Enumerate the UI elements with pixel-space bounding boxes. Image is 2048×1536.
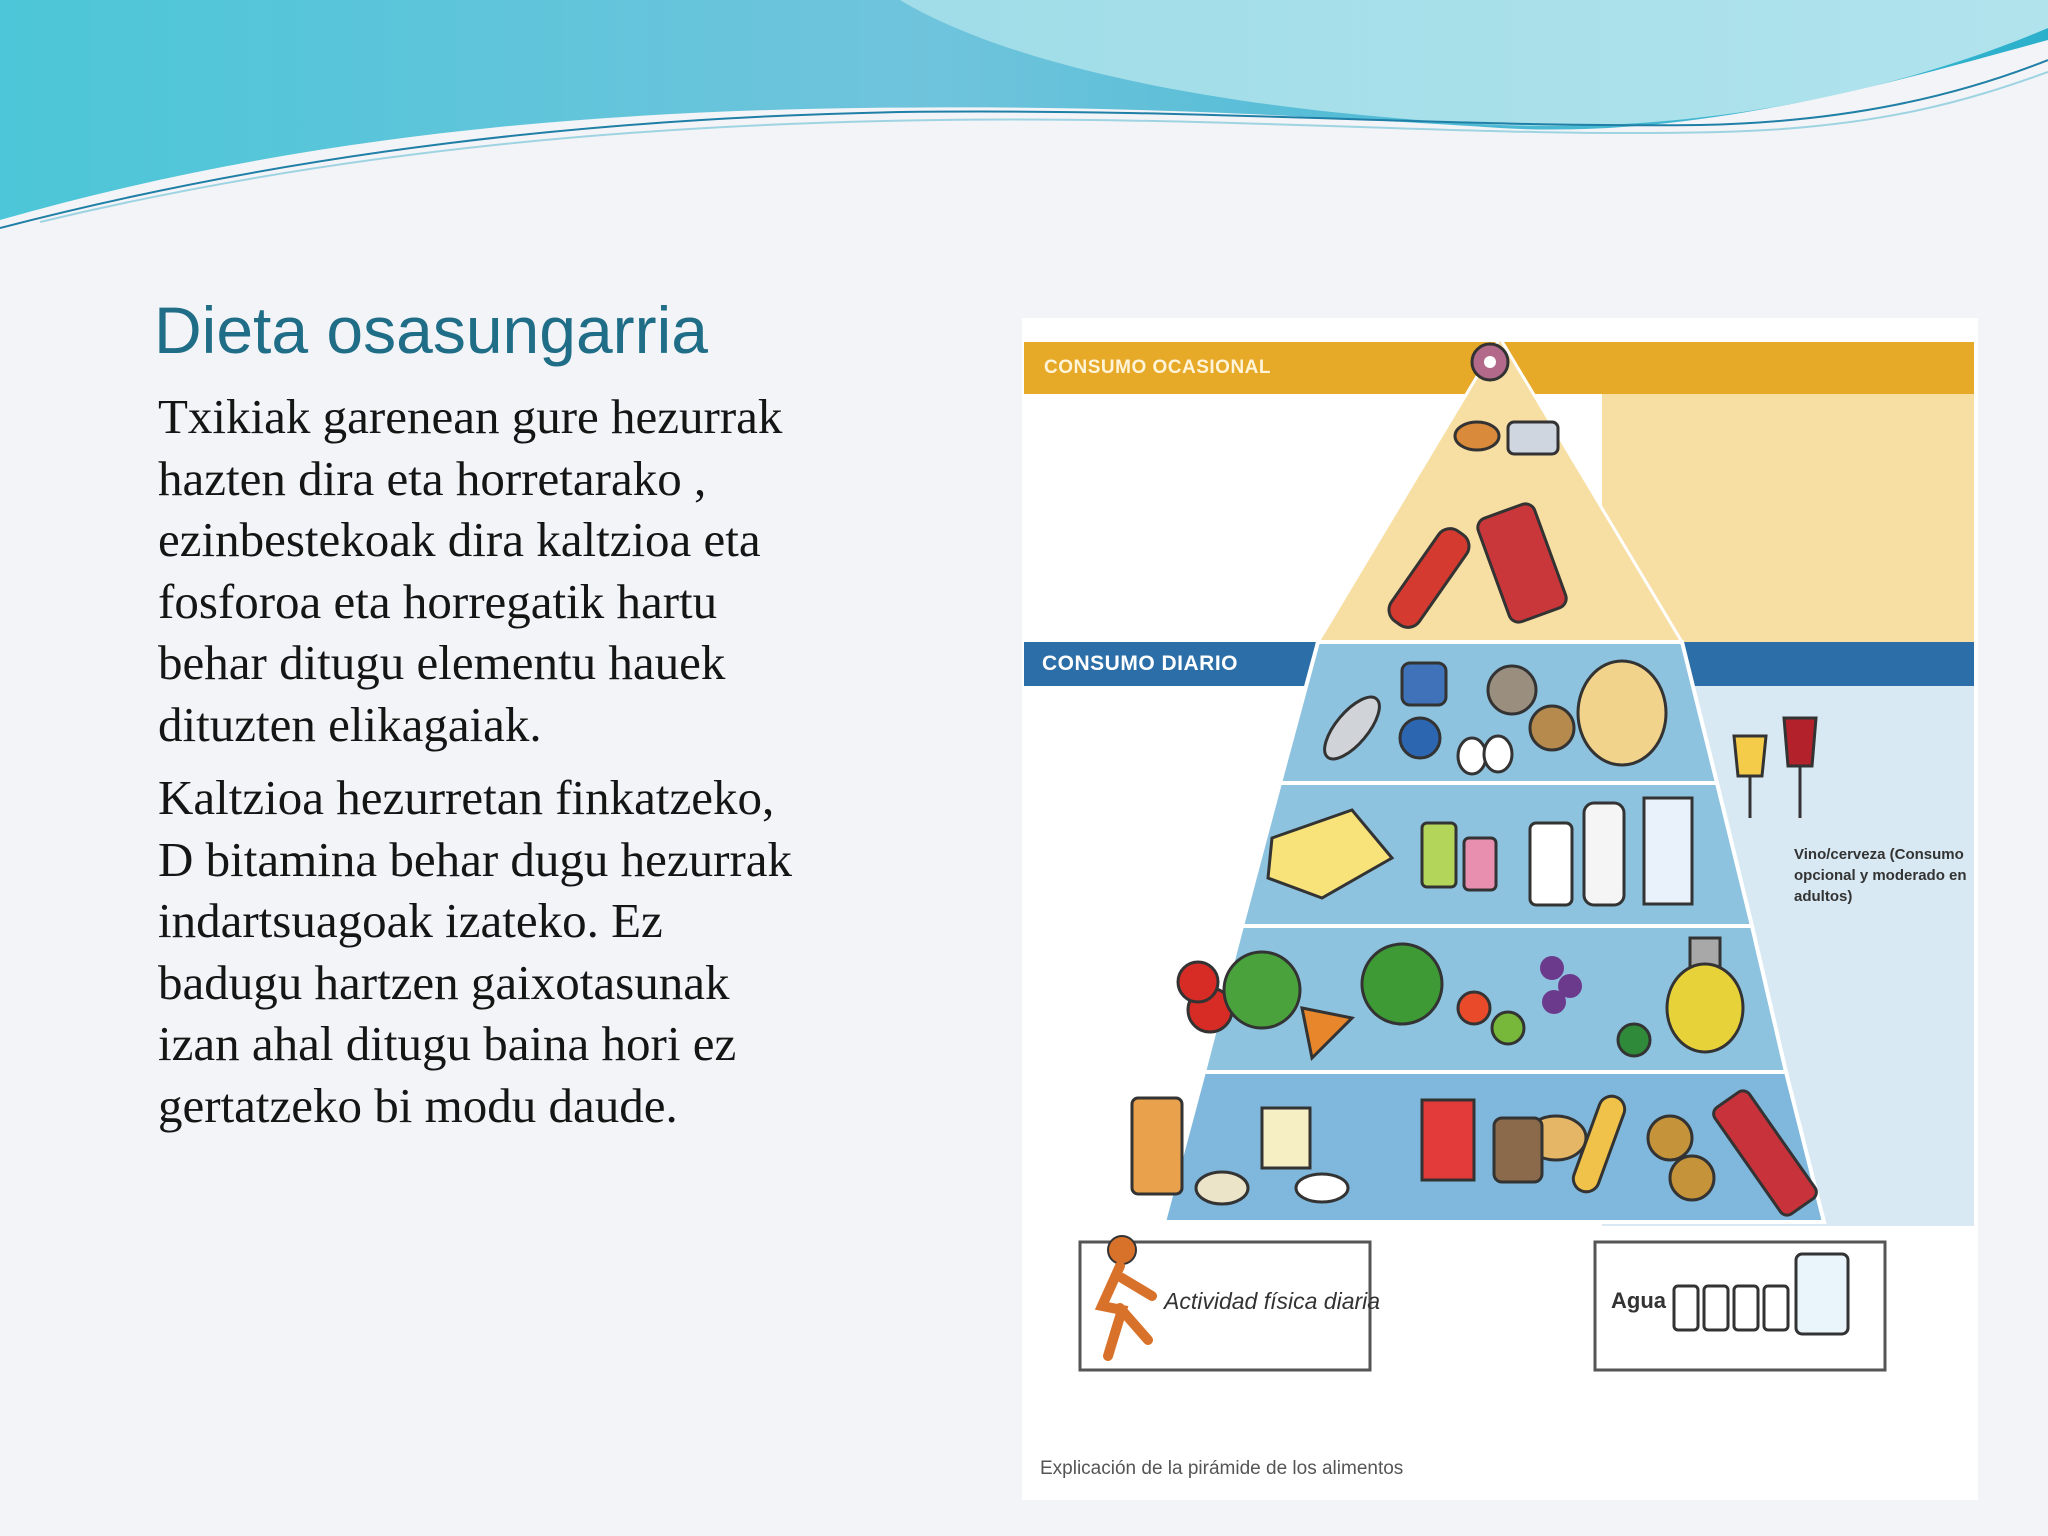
paragraph-vitamin-d: Kaltzioa hezurretan finkatzeko, D bitamina behar dugu hezurrak indartsuagoak izateko. Ez badugu hartzen gaixotasunak izan ahal ditugu baina hori ez gertatzeko bi modu daude.	[158, 770, 793, 1133]
header-wave-decoration	[0, 0, 2048, 240]
food-pyramid-figure	[1022, 318, 1978, 1500]
water-label: Agua	[1611, 1288, 1666, 1313]
daily-consumption-label: CONSUMO DIARIO	[1042, 652, 1238, 675]
slide-title: Dieta osasungarria	[154, 293, 708, 367]
occasional-consumption-label: CONSUMO OCASIONAL	[1044, 357, 1271, 378]
chicken-icon	[1578, 661, 1666, 765]
paragraph-bone-growth: Txikiak garenean gure hezurrak hazten dira eta horretarako , ezinbestekoak dira kaltzioa eta fosforoa eta horregatik hartu behar ditugu elementu hauek dituzten elikagaiak.	[158, 389, 783, 752]
body-text	[158, 386, 798, 1148]
food-pyramid-image	[1022, 318, 1978, 1500]
physical-activity-label: Actividad física diaria	[1164, 1288, 1381, 1314]
figure-caption: Explicación de la pirámide de los alimentos	[1040, 1458, 1404, 1479]
beverages-note-label: Vino/cerveza (Consumo opcional y moderado en adultos)	[1794, 846, 1967, 905]
donut-icon	[1472, 344, 1508, 380]
